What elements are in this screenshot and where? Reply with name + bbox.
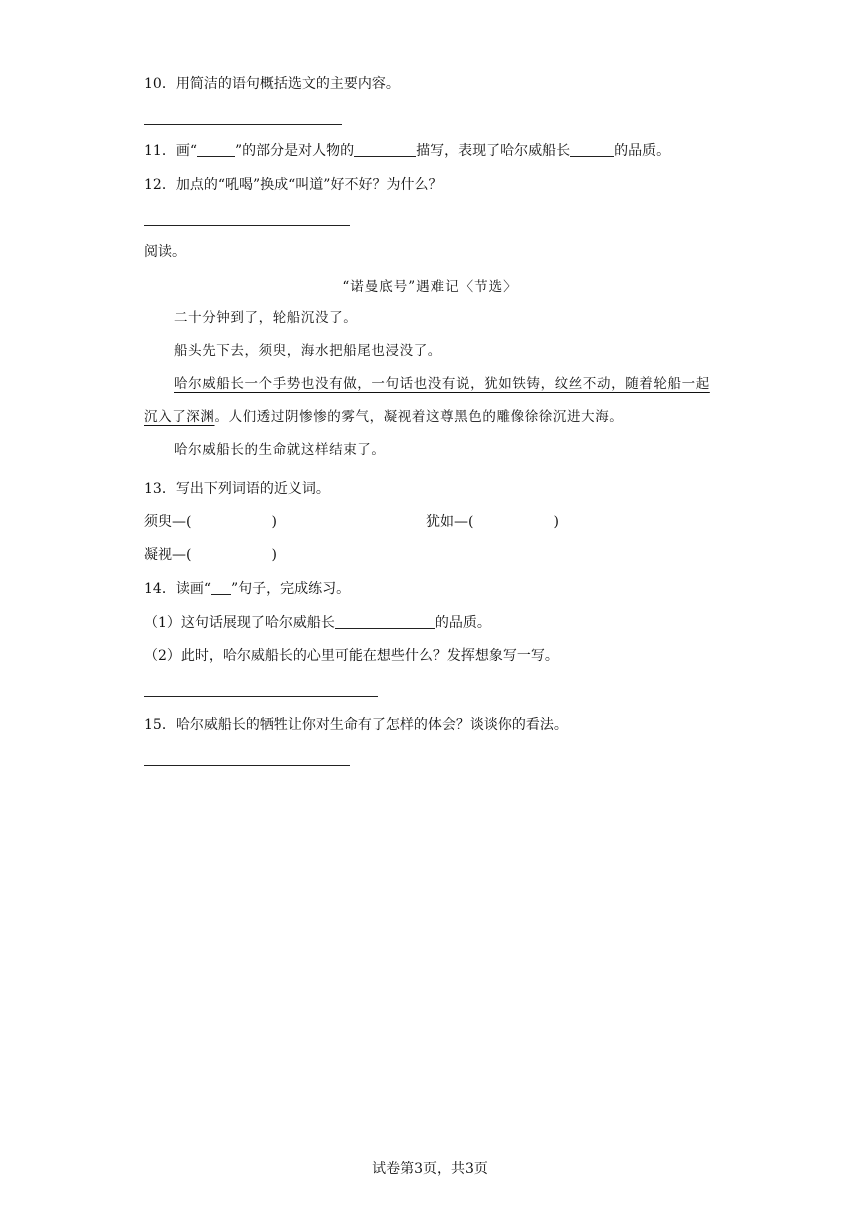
question-10: 10．用简洁的语句概括选文的主要内容。 xyxy=(144,76,400,92)
page-footer: 试卷第3页，共3页 xyxy=(372,1161,488,1177)
question-12: 12．加点的“吼喝”换成“叫道”好不好？为什么？ xyxy=(144,177,443,193)
answer-line-10[interactable] xyxy=(144,124,342,125)
question-15: 15．哈尔威船长的牺牲让你对生命有了怎样的体会？谈谈你的看法。 xyxy=(144,717,568,733)
passage-body xyxy=(144,302,719,467)
question-14-part-1: （1）这句话展现了哈尔威船长 的品质。 xyxy=(144,615,491,631)
question-13: 13．写出下列词语的近义词。 xyxy=(144,481,330,497)
question-11: 11．画“ ”的部分是对人物的 描写，表现了哈尔威船长 的品质。 xyxy=(144,143,671,159)
underlined-sentence: 哈尔威船长一个手势也没有做，一句话也没有说，犹如铁铸，纹丝不动，随着轮船一起沉入了深渊 xyxy=(144,376,710,425)
answer-line-12[interactable] xyxy=(144,225,350,226)
passage-paragraph: 二十分钟到了，轮船沉没了。 xyxy=(174,310,358,326)
passage-paragraph: 船头先下去，须臾，海水把船尾也浸没了。 xyxy=(174,343,442,359)
question-14-part-2: （2）此时，哈尔威船长的心里可能在想些什么？发挥想象写一写。 xyxy=(144,648,559,664)
passage-paragraph: 哈尔威船长一个手势也没有做，一句话也没有说，犹如铁铸，纹丝不动，随着轮船一起沉入了深渊。人们透过阴惨惨的雾气，凝视着这尊黑色的雕像徐徐沉进大海。 xyxy=(144,376,710,425)
blank-description-type[interactable] xyxy=(354,142,416,157)
blank-underline-sample xyxy=(211,580,231,595)
answer-line-15[interactable] xyxy=(144,765,350,766)
reading-label: 阅读。 xyxy=(144,244,186,260)
answer-line-14[interactable] xyxy=(144,696,378,697)
blank-captain-quality[interactable] xyxy=(335,614,435,629)
synonym-item-2: 犹如—( ) xyxy=(426,514,559,530)
synonym-item-1: 须臾—( ) xyxy=(144,514,277,530)
blank-quality[interactable] xyxy=(570,142,614,157)
passage-paragraph: 哈尔威船长的生命就这样结束了。 xyxy=(174,442,386,458)
synonym-item-3: 凝视—( ) xyxy=(144,547,277,563)
blank-underline-sample xyxy=(197,142,235,157)
passage-title: “诺曼底号”遇难记〈节选〉 xyxy=(342,279,518,295)
question-14: 14．读画“ ”句子，完成练习。 xyxy=(144,581,351,597)
